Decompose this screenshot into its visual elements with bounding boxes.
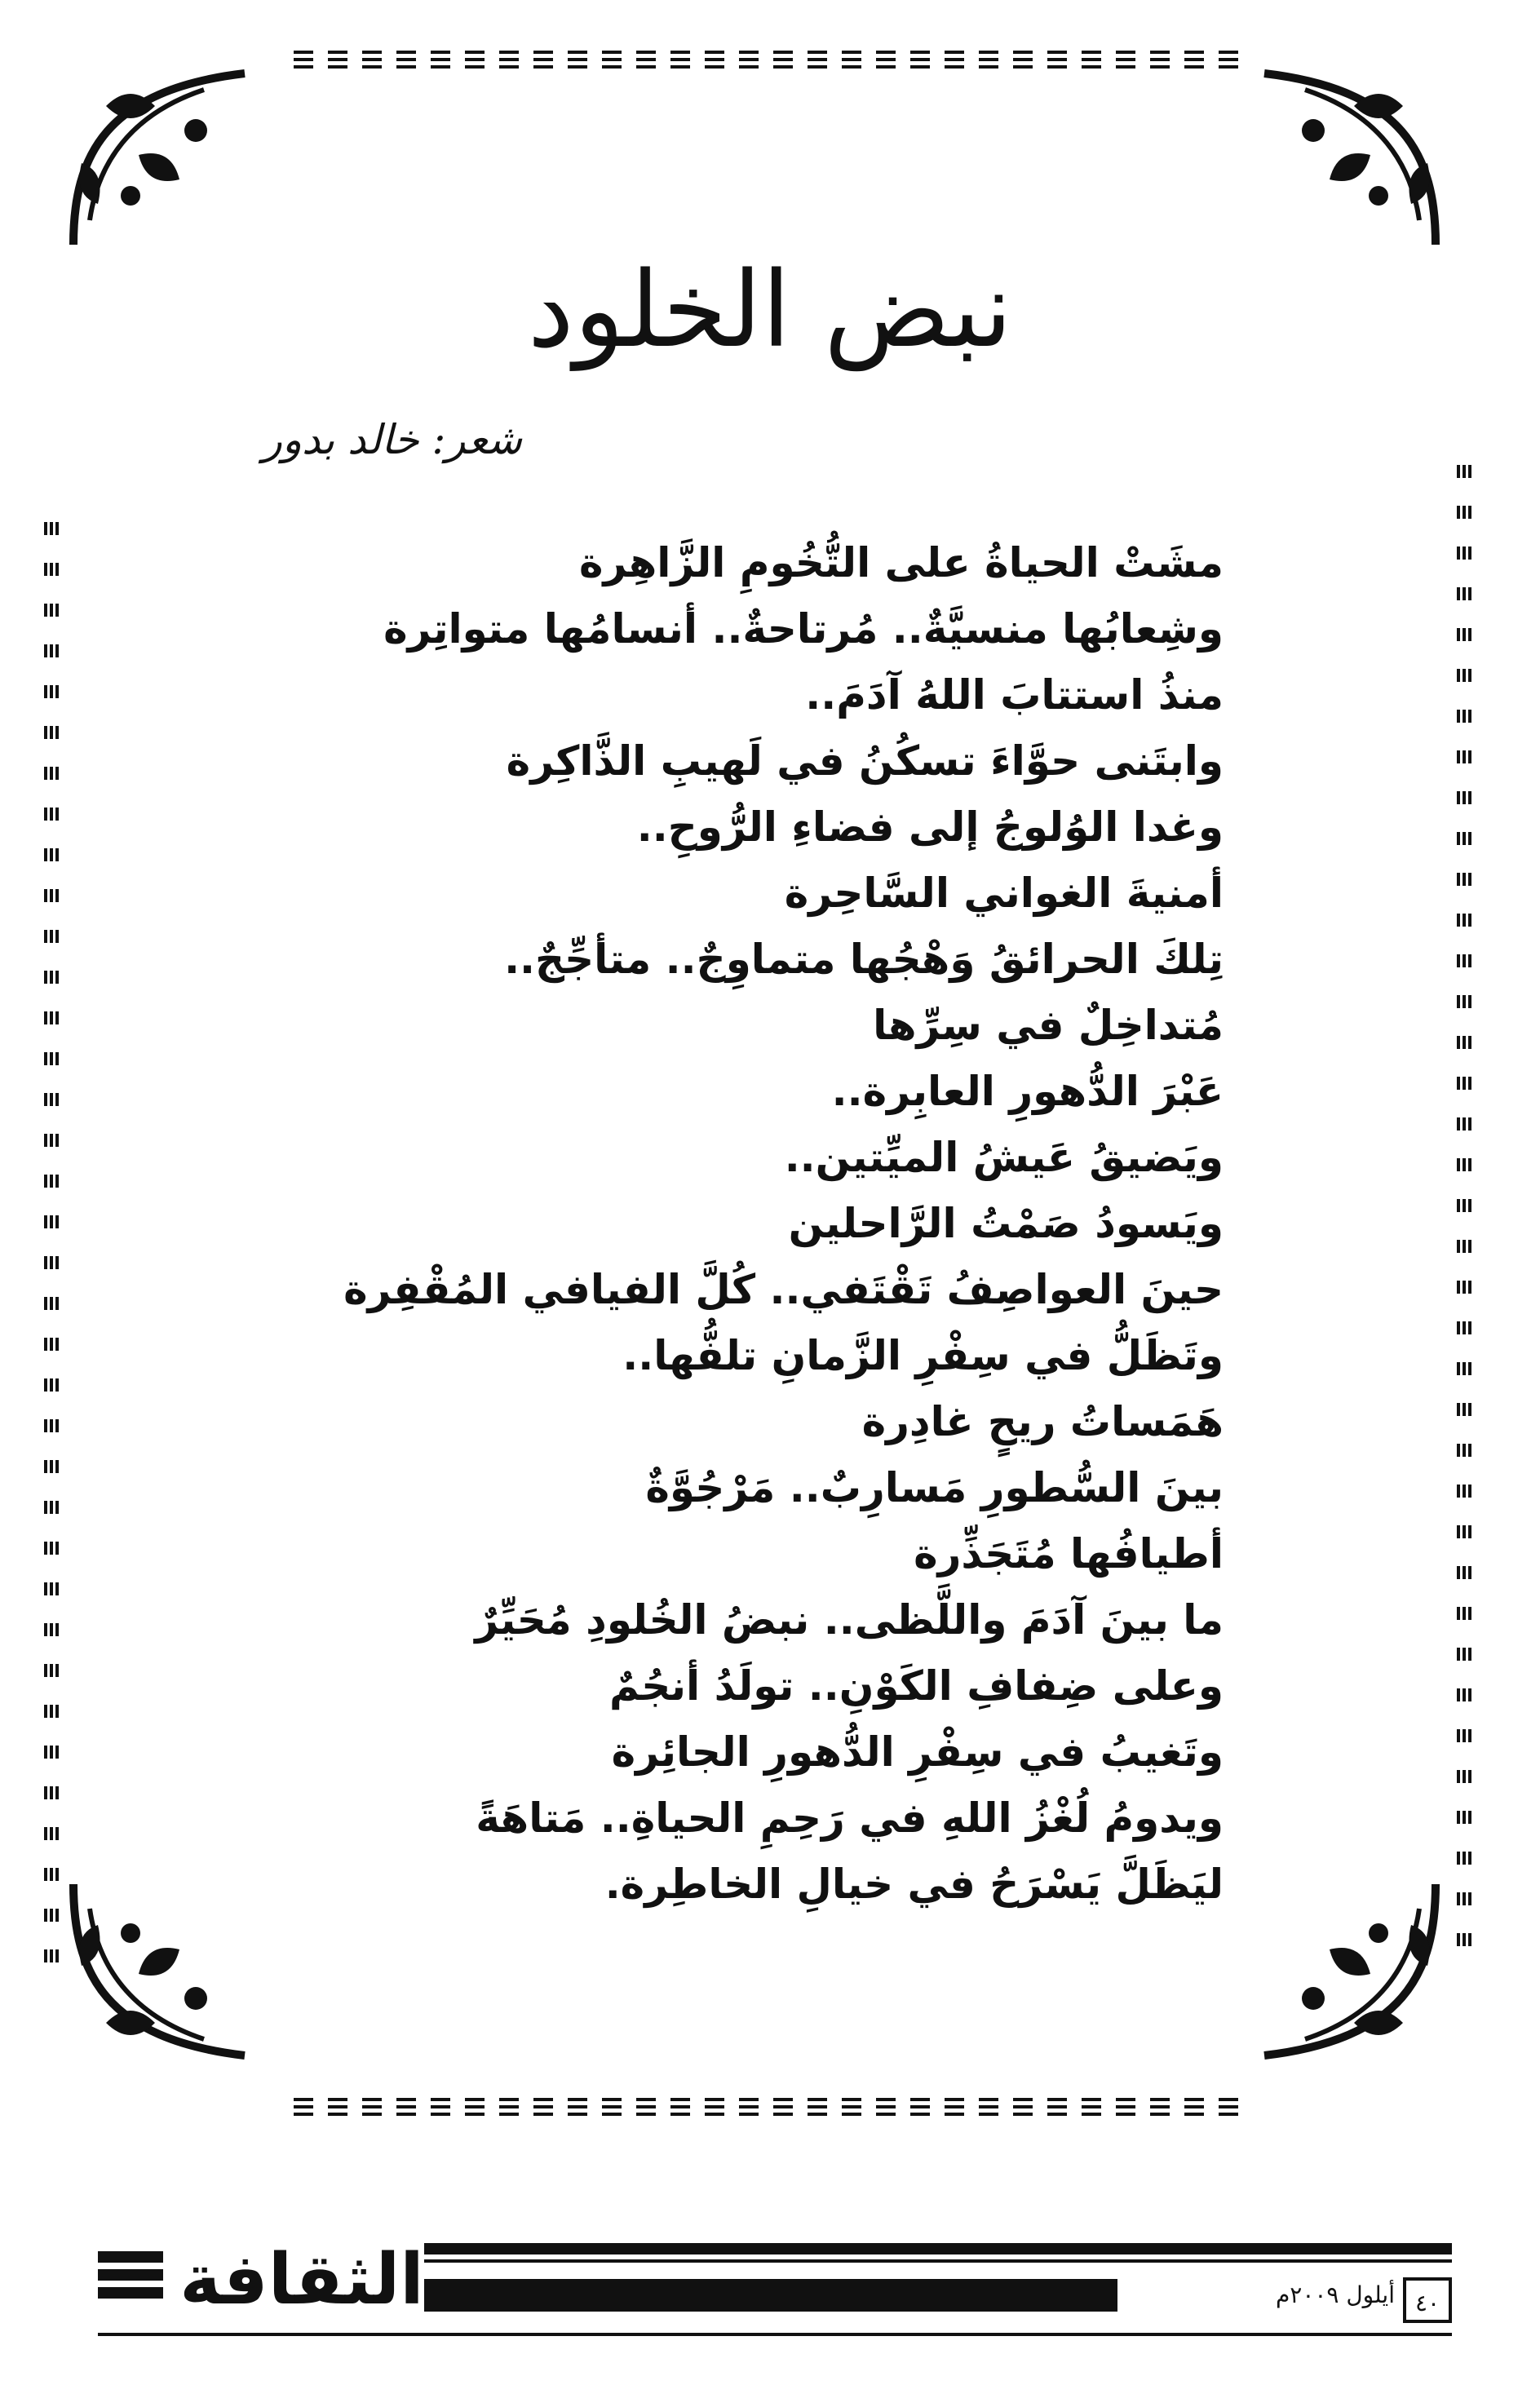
footer-rule-thick xyxy=(424,2243,1452,2254)
poem-line: بينَ السُّطورِ مَسارِبٌ.. مَرْجُوَّةٌ xyxy=(645,1464,1224,1511)
poem-body xyxy=(343,530,1224,1918)
poem-line: ويَضيقُ عَيشُ الميِّتين.. xyxy=(784,1134,1224,1181)
poem-line: ويَسودُ صَمْتُ الرَّاحلين xyxy=(788,1200,1224,1247)
poem-author: شعر: خالد بدور xyxy=(262,416,522,463)
poem-line: حينَ العواصِفُ تَقْتَفي.. كُلَّ الفيافي المُقْفِرة xyxy=(343,1266,1224,1313)
poem-line: هَمَساتُ ريحٍ غادِرة xyxy=(861,1398,1224,1445)
poem-line: منذُ استتابَ اللهُ آدَمَ.. xyxy=(805,671,1224,719)
corner-ornament-top-right xyxy=(1256,57,1452,253)
poem-line: وتَظَلُّ في سِفْرِ الزَّمانِ تلفُّها.. xyxy=(622,1332,1224,1379)
poem-line: وعلى ضِفافِ الكَوْنِ.. تولَدُ أنجُمٌ xyxy=(609,1662,1224,1710)
magazine-logo: الثقافة xyxy=(179,2239,424,2321)
poem-line: ليَظَلَّ يَسْرَحُ في خيالِ الخاطِرة. xyxy=(604,1861,1224,1908)
poem-line: ويدومُ لُغْزُ اللهِ في رَحِمِ الحياةِ.. مَتاهَةً xyxy=(476,1794,1224,1842)
footer-rule-thin xyxy=(424,2259,1452,2263)
issue-date: أيلول ٢٠٠٩م xyxy=(1275,2281,1395,2308)
poem-line: عَبْرَ الدُّهورِ العابِرة.. xyxy=(831,1068,1224,1115)
poem-line: وابتَنى حوَّاءَ تسكُنُ في لَهيبِ الذَّاكِرة xyxy=(506,737,1224,785)
poem-line: وشِعابُها منسيَّةٌ.. مُرتاحةٌ.. أنسامُها متواتِرة xyxy=(383,605,1224,653)
poem-line: مُتداخِلٌ في سِرِّها xyxy=(873,1002,1224,1049)
poem-line: مشَتْ الحياةُ على التُّخُومِ الزَّاهِرة xyxy=(579,539,1224,586)
poem-line: وغدا الوُلوجُ إلى فضاءِ الرُّوحِ.. xyxy=(636,803,1224,851)
bottom-border-rule xyxy=(294,2098,1240,2116)
poem-line: وتَغيبُ في سِفْرِ الدُّهورِ الجائِرة xyxy=(611,1728,1224,1776)
page-number: ٤٠ xyxy=(1403,2277,1452,2323)
footer-decorative-bars xyxy=(98,2251,163,2300)
page-footer xyxy=(98,2235,1452,2333)
footer-underline xyxy=(98,2333,1452,2336)
footer-black-bar xyxy=(424,2279,1117,2312)
corner-ornament-top-left xyxy=(57,57,253,253)
poem-line: ما بينَ آدَمَ واللَّظى.. نبضُ الخُلودِ مُحَيِّرٌ xyxy=(475,1596,1224,1644)
corner-ornament-bottom-right xyxy=(1256,1876,1452,2072)
top-border-rule xyxy=(294,51,1240,69)
corner-ornament-bottom-left xyxy=(57,1876,253,2072)
poem-line: أطيافُها مُتَجَذِّرة xyxy=(914,1530,1224,1577)
right-border-rule xyxy=(1457,465,1471,1966)
poem-line: تِلكَ الحرائقُ وَهْجُها متماوِجٌ.. متأجِّجٌ.. xyxy=(504,936,1224,983)
left-border-rule xyxy=(44,522,59,1974)
poem-line: أمنيةَ الغواني السَّاحِرة xyxy=(784,869,1224,917)
poem-title: نبض الخلود xyxy=(527,249,1013,371)
